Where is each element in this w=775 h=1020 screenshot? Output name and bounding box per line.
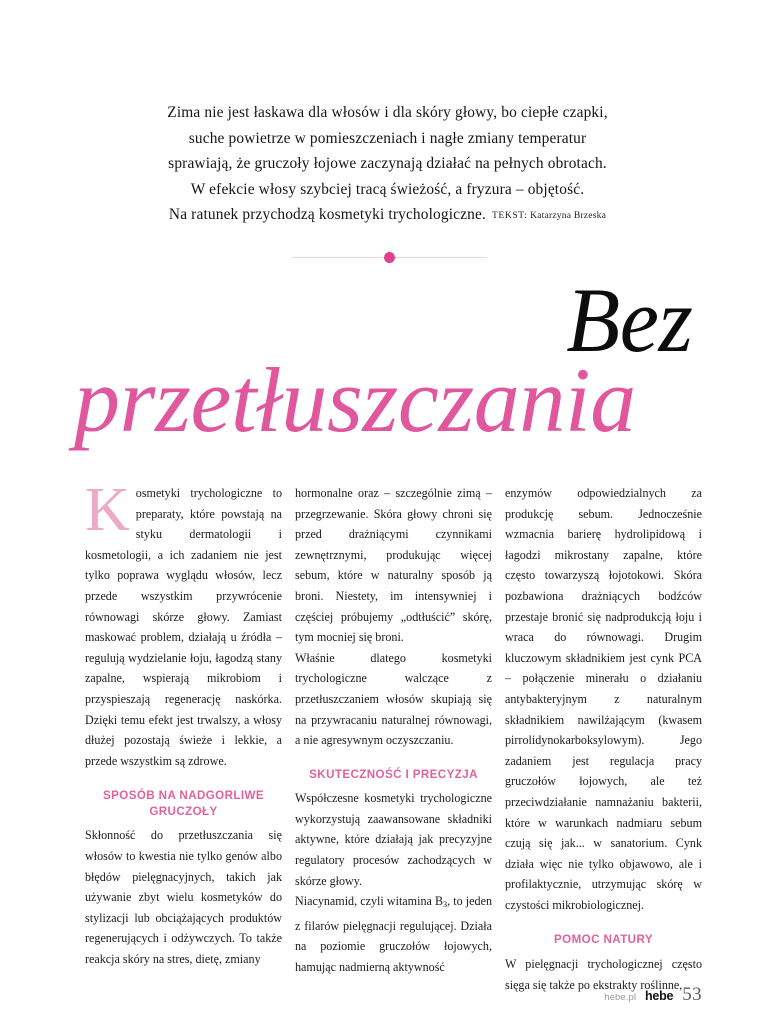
lead-line-4: W efekcie włosy szybciej tracą świeżość, a fryzura – objętość. bbox=[190, 180, 585, 198]
divider-dot-icon bbox=[384, 252, 395, 263]
page-title bbox=[0, 269, 775, 462]
byline-kicker: TEKST: bbox=[492, 209, 528, 221]
article-body-columns bbox=[85, 476, 702, 992]
paragraph: Skłonność do przetłuszczania się włosów to kwestia nie tylko genów albo błędów pielęgnacyjnych, takich jak używanie zbyt wielu kosmetyków do stylizacji lub obciążających produktów regenerujących i odżywczych. To także reakcja skóry na stres, dietę, zmiany bbox=[85, 828, 282, 966]
section-heading-skutecznosc: SKUTECZNOŚĆ I PRECYZJA bbox=[309, 767, 478, 781]
section-heading-pomoc-natury: POMOC NATURY bbox=[554, 933, 653, 947]
ornament-divider bbox=[292, 252, 487, 264]
page-footer bbox=[0, 980, 775, 1006]
paragraph bbox=[85, 476, 282, 771]
lead-paragraph bbox=[95, 100, 680, 228]
page-number: 53 bbox=[682, 984, 702, 1005]
lead-line-5: Na ratunek przychodzą kosmetyki trychologiczne. bbox=[168, 206, 486, 223]
byline-author: Katarzyna Brzeska bbox=[530, 209, 607, 221]
footer-inner bbox=[604, 984, 702, 1006]
text-column-2 bbox=[295, 483, 492, 975]
paragraph: Właśnie dlatego kosmetyki trychologiczne walczące z przetłuszczaniem włosów skupiają się na przywracaniu naturalnej równowagi, a nie agresywnym oczyszczaniu. bbox=[295, 650, 492, 748]
lead-line-2: suche powietrze w pomieszczeniach i nagłe zmiany temperatur bbox=[188, 129, 587, 147]
subscript-3: 3 bbox=[443, 900, 448, 910]
lead-line-5-with-byline bbox=[95, 202, 680, 228]
paragraph: enzymów odpowiedzialnych za produkcję sebum. Jednocześnie wzmacnia barierę hydrolipidową i łagodzi mikrostany zapalne, które często towarzyszą łojotokowi. Skóra pozbawiona drażniących bodźców przestaje bronić się nadprodukcją łoju i wraca do równowagi. Drugim kluczowym składnikiem jest cynk PCA – połączenie minerału o działaniu antybakteryjnym z naturalnym składnikiem nawilżającym (kwasem pirrolidynokarboksylowym). Jego zadaniem jest regulacja pracy gruczołów łojowych, ale też przeciwdziałanie namnażaniu bakterii, które w warunkach nadmiaru sebum czują się jak... w sanatorium. Cynk działa więc nie tylko objawowo, ale i profilaktycznie, utrzymując skórę w czystości mikrobiologicznej. bbox=[505, 486, 702, 912]
lead-line-1: Zima nie jest łaskawa dla włosów i dla skóry głowy, bo ciepłe czapki, bbox=[167, 104, 608, 121]
paragraph: W pielęgnacji trychologicznej często sięga się także po ekstrakty roślinne, bbox=[505, 956, 702, 992]
headline-word-bottom: przetłuszczania bbox=[74, 349, 636, 451]
text-column-3 bbox=[505, 483, 702, 992]
drop-cap: K bbox=[85, 476, 130, 544]
byline bbox=[492, 210, 606, 221]
paragraph: Współczesne kosmetyki trychologiczne wykorzystują zaawansowane składniki aktywne, które działają jak precyzyjne regulatory procesów zachodzących w skórze głowy. bbox=[295, 791, 492, 888]
headline-word-top: Bez bbox=[565, 269, 692, 371]
paragraph: hormonalne oraz – szczególnie zimą – przegrzewanie. Skóra głowy chroni się przed drażniącymi czynnikami zewnętrznymi, produkując więcej sebum, które w naturalny sposób ją broni. Niestety, im intensywniej i częściej próbujemy „odtłuścić” skórę, tym mocniej się broni. bbox=[295, 486, 492, 645]
text-column-1 bbox=[85, 476, 282, 966]
paragraph-niacynamid: Niacynamid, czyli witamina $B_3$, to jeden z filarów pielęgnacji regulującej. Działa na poziomie gruczołów łojowych, hamując nadmierną aktywność bbox=[295, 894, 492, 975]
footer-brand-logo: hebe bbox=[645, 989, 674, 1003]
paragraph-text: osmetyki trychologiczne to preparaty, które powstają na styku dermatologii i kosmetologii, a ich zadaniem nie jest tylko poprawa wyglądu włosów, lecz przede wszystkim przywrócenie równowagi skórze głowy. Zamiast maskować problem, działają u źródła – regulują wydzielanie łoju, łagodzą stany zapalne, wspierają mikrobiom i przyspieszają regenerację naskórka. Dzięki temu efekt jest trwalszy, a włosy dłużej pozostają świeże i lekkie, a przede wszystkim są zdrowe. bbox=[85, 486, 282, 768]
footer-website: hebe.pl bbox=[604, 992, 637, 1003]
lead-line-3: sprawiają, że gruczoły łojowe zaczynają działać na pełnych obrotach. bbox=[168, 155, 607, 172]
section-heading-sposob: SPOSÓB NA NADGORLIWE GRUCZOŁY bbox=[103, 789, 264, 818]
